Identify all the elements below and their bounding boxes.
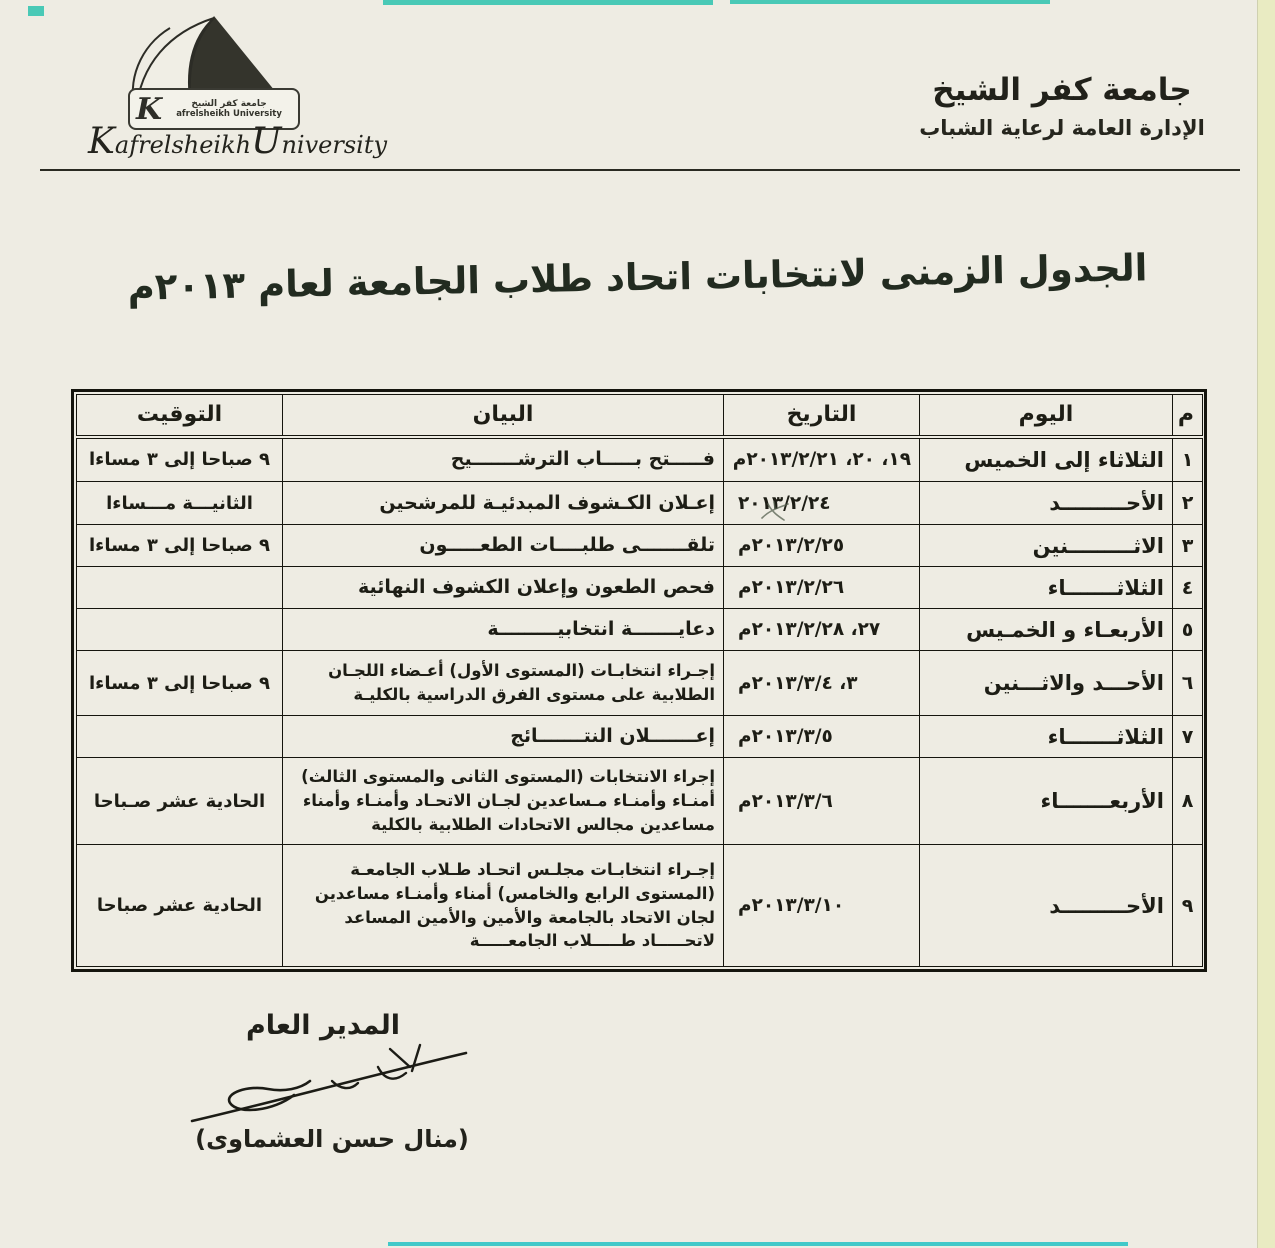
scan-edge-artifact bbox=[28, 6, 44, 16]
cell-day: الأحـــد والاثـــنين bbox=[920, 651, 1173, 716]
cell-statement: إعـلان الكـشوف المبدئيـة للمرشحين bbox=[283, 482, 724, 525]
cell-date: ٢٠١٣/٣/٥م bbox=[724, 716, 920, 758]
table-row bbox=[77, 437, 1203, 482]
table-header-row bbox=[77, 395, 1203, 437]
university-logo bbox=[88, 10, 388, 170]
cell-statement: إعـــــــلان النتـــــــائج bbox=[283, 716, 724, 758]
handwritten-signature bbox=[182, 1037, 482, 1129]
cell-statement: إجراء الانتخابات (المستوى الثانى والمستوى الثالث) أمنـاء وأمنـاء مـساعدين لجـان الاتحـاد وأمنـاء وأمناء مساعدين مجالس الاتحادات الطلابية بالكلية bbox=[283, 758, 724, 845]
cell-date: ٢٠١٣/٢/٢٤ bbox=[724, 482, 920, 525]
script-k: K bbox=[88, 121, 115, 162]
cell-date: ٢٠١٣/٢/٢٥م bbox=[724, 525, 920, 567]
handwritten-mark bbox=[758, 500, 792, 528]
department-name-arabic: الإدارة العامة لرعاية الشباب bbox=[919, 116, 1205, 140]
cell-number: ٤ bbox=[1173, 567, 1203, 609]
cell-date: ٣، ٢٠١٣/٣/٤م bbox=[724, 651, 920, 716]
schedule-table-frame bbox=[71, 389, 1207, 972]
column-header-statement: البيان bbox=[283, 395, 724, 437]
cell-timing: الحادية عشر صـباحا bbox=[77, 758, 283, 845]
table-row bbox=[77, 482, 1203, 525]
document-title: الجدول الزمنى لانتخابات اتحاد طلاب الجامعة لعام ٢٠١٣م bbox=[127, 246, 1148, 309]
cell-number: ٧ bbox=[1173, 716, 1203, 758]
cell-number: ٥ bbox=[1173, 609, 1203, 651]
cell-day: الثلاثاء إلى الخميس bbox=[920, 437, 1173, 482]
signature-block bbox=[162, 1010, 502, 1153]
cell-statement: دعايـــــــة انتخابيـــــــــة bbox=[283, 609, 724, 651]
column-header-day: اليوم bbox=[920, 395, 1173, 437]
cell-day: الأحـــــــــد bbox=[920, 845, 1173, 967]
cell-day: الأحـــــــــد bbox=[920, 482, 1173, 525]
table-row bbox=[77, 651, 1203, 716]
cell-statement: إجـراء انتخابـات مجلـس اتحـاد طـلاب الجامعـة (المستوى الرابع والخامس) أمناء وأمنـاء مساعدين لجان الاتحاد بالجامعة والأمين والأمين المساعد لاتحـــــاد طـــــلاب الجامعـــــة bbox=[283, 845, 724, 967]
script-afrelsheikh: afrelsheikh bbox=[114, 131, 252, 159]
scan-edge-artifact bbox=[730, 0, 1050, 4]
table-row bbox=[77, 716, 1203, 758]
table-row bbox=[77, 845, 1203, 967]
logo-box-arabic-text: جامعة كفر الشيخ bbox=[191, 99, 267, 109]
cell-timing bbox=[77, 716, 283, 758]
cell-number: ٣ bbox=[1173, 525, 1203, 567]
cell-timing: الحادية عشر صباحا bbox=[77, 845, 283, 967]
cell-timing: ٩ صباحا إلى ٣ مساءا bbox=[77, 437, 283, 482]
cell-date: ٢٠١٣/٣/١٠م bbox=[724, 845, 920, 967]
signer-title: المدير العام bbox=[246, 1010, 400, 1041]
cell-number: ٢ bbox=[1173, 482, 1203, 525]
cell-statement: تلقـــــــى طلبــــات الطعـــــون bbox=[283, 525, 724, 567]
table-row bbox=[77, 758, 1203, 845]
scan-edge-artifact bbox=[388, 1242, 1128, 1246]
table-row bbox=[77, 609, 1203, 651]
cell-date: ٢٠١٣/٢/٢٦م bbox=[724, 567, 920, 609]
table-row bbox=[77, 525, 1203, 567]
cell-date: ١٩، ٢٠، ٢٠١٣/٢/٢١م bbox=[724, 437, 920, 482]
cell-day: الأربعـاء و الخمـيس bbox=[920, 609, 1173, 651]
cell-day: الثلاثـــــــاء bbox=[920, 716, 1173, 758]
cell-number: ٨ bbox=[1173, 758, 1203, 845]
header-divider-line bbox=[40, 169, 1240, 171]
cell-date: ٢٠١٣/٣/٦م bbox=[724, 758, 920, 845]
election-schedule-table bbox=[76, 394, 1203, 967]
cell-statement: إجـراء انتخابـات (المستوى الأول) أعـضاء اللجـان الطلابية على مستوى الفرق الدراسية بالكليـة bbox=[283, 651, 724, 716]
cell-day: الاثـــــــــنين bbox=[920, 525, 1173, 567]
cell-number: ٦ bbox=[1173, 651, 1203, 716]
cell-day: الأربعـــــــاء bbox=[920, 758, 1173, 845]
cell-timing: ٩ صباحا إلى ٣ مساءا bbox=[77, 525, 283, 567]
university-name-arabic: جامعة كفر الشيخ bbox=[932, 72, 1192, 108]
cell-number: ١ bbox=[1173, 437, 1203, 482]
script-niversity: niversity bbox=[281, 131, 388, 159]
table-row bbox=[77, 567, 1203, 609]
cell-statement: فحص الطعون وإعلان الكشوف النهائية bbox=[283, 567, 724, 609]
scan-edge-artifact bbox=[1257, 0, 1275, 1248]
cell-date: ٢٧، ٢٠١٣/٢/٢٨م bbox=[724, 609, 920, 651]
letterhead-org-block bbox=[897, 72, 1227, 140]
scan-edge-artifact bbox=[383, 0, 713, 5]
cell-day: الثلاثـــــــاء bbox=[920, 567, 1173, 609]
signer-name: (منال حسن العشماوى) bbox=[195, 1125, 469, 1153]
cell-timing: الثانيـــة مـــساءا bbox=[77, 482, 283, 525]
cell-timing bbox=[77, 567, 283, 609]
cell-statement: فـــــتح بـــــاب الترشـــــــيح bbox=[283, 437, 724, 482]
cell-timing bbox=[77, 609, 283, 651]
cell-number: ٩ bbox=[1173, 845, 1203, 967]
cell-timing: ٩ صباحا إلى ٣ مساءا bbox=[77, 651, 283, 716]
logo-box-english-text: afrelsheikh University bbox=[176, 109, 282, 119]
column-header-number: م bbox=[1173, 395, 1203, 437]
column-header-date: التاريخ bbox=[724, 395, 920, 437]
university-script-name bbox=[88, 121, 388, 162]
column-header-timing: التوقيت bbox=[77, 395, 283, 437]
logo-k-initial: K bbox=[136, 91, 163, 127]
script-u: U bbox=[251, 121, 282, 162]
